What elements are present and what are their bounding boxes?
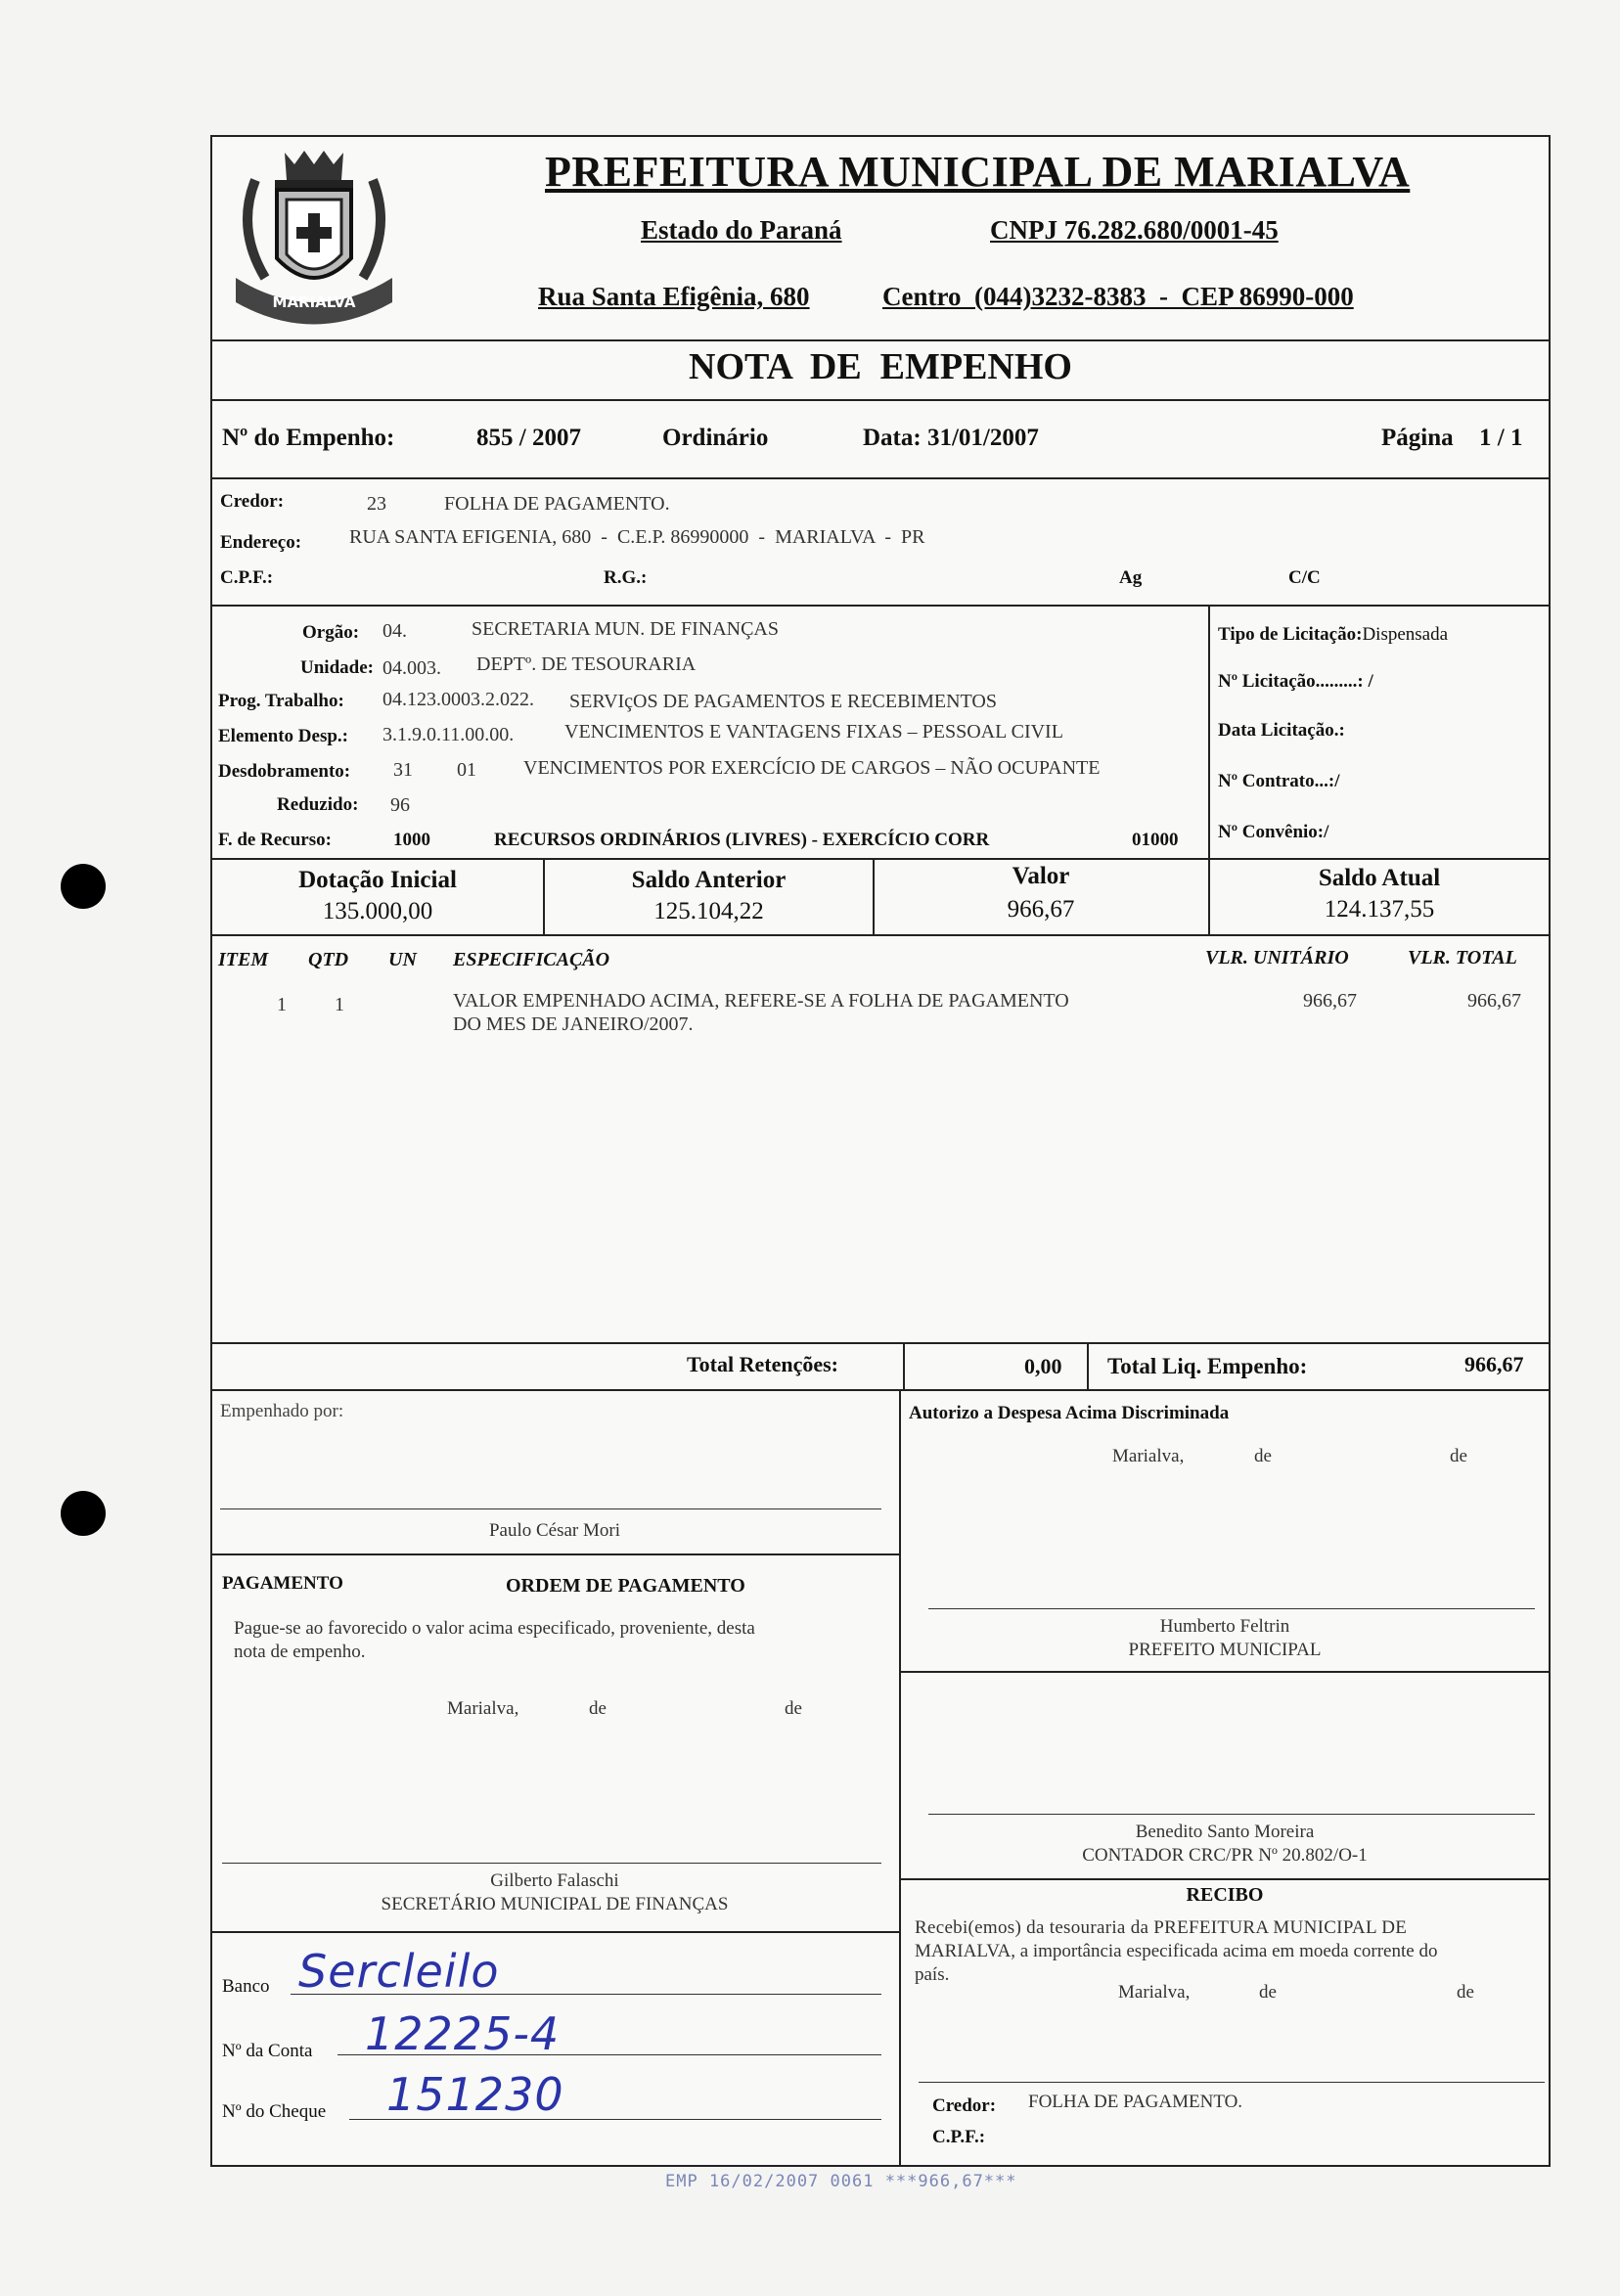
desdobramento-label: Desdobramento: — [218, 761, 351, 782]
municipal-seal-icon — [216, 141, 412, 337]
credor-label: Credor: — [220, 491, 285, 512]
col-especificacao-header: ESPECIFICAÇÃO — [453, 949, 610, 970]
punch-hole — [61, 1491, 106, 1536]
numero-contrato: Nº Contrato...:/ — [1218, 771, 1340, 791]
state-label: Estado do Paraná — [641, 215, 842, 245]
empenho-date: Data: 31/01/2007 — [863, 425, 1039, 451]
numero-conta-value: 12225-4 — [365, 2007, 561, 2060]
autorizo-de2: de — [1450, 1446, 1467, 1466]
total-liquido-label: Total Liq. Empenho: — [1107, 1354, 1308, 1378]
saldo-anterior-label: Saldo Anterior — [631, 867, 787, 893]
cnpj-label: CNPJ 76.282.680/0001-45 — [990, 215, 1279, 245]
col-item-header: ITEM — [218, 949, 269, 970]
prefeito-role: PREFEITO MUNICIPAL — [1128, 1640, 1322, 1660]
col-valor-total-header: VLR. TOTAL — [1408, 947, 1517, 968]
numero-cheque-value: 151230 — [386, 2068, 564, 2121]
banco-value: Sercleilo — [298, 1945, 500, 1998]
page-number-label: Página — [1381, 425, 1454, 451]
desdobramento-code2: 01 — [457, 759, 476, 781]
register-stamp: EMP 16/02/2007 0061 ***966,67*** — [665, 2172, 1017, 2191]
desdobramento-code1: 31 — [393, 759, 413, 781]
prog-trabalho-code: 04.123.0003.2.022. — [382, 689, 534, 710]
banco-label: Banco — [222, 1976, 270, 1997]
pagamento-label: PAGAMENTO — [222, 1573, 343, 1594]
col-qtd-header: QTD — [308, 949, 349, 970]
row-item: 1 — [277, 994, 287, 1015]
empenho-number-label: Nº do Empenho: — [222, 425, 395, 451]
seal-label: MARIALVA — [272, 293, 356, 311]
recibo-de2: de — [1457, 1982, 1474, 2003]
pagamento-place: Marialva, — [447, 1698, 519, 1719]
cpf-label: C.P.F.: — [220, 567, 274, 588]
credor-code: 23 — [367, 493, 386, 515]
prefeito-name: Humberto Feltrin — [1159, 1616, 1290, 1637]
secretario-role: SECRETÁRIO MUNICIPAL DE FINANÇAS — [381, 1894, 729, 1914]
doc-title: NOTA DE EMPENHO — [689, 346, 1072, 387]
autorizo-de1: de — [1254, 1446, 1272, 1466]
unidade-name: DEPTº. DE TESOURARIA — [476, 653, 697, 675]
pagamento-de1: de — [589, 1698, 607, 1719]
desdobramento-name: VENCIMENTOS POR EXERCÍCIO DE CARGOS – NÃO OCUPANTE — [523, 757, 1101, 779]
recibo-text-line3: país. — [915, 1964, 950, 1985]
tipo-licitacao: Tipo de Licitação:Dispensada — [1218, 624, 1449, 645]
recibo-credor-label: Credor: — [932, 2095, 997, 2116]
empenho-number-value: 855 / 2007 — [476, 425, 581, 451]
endereco-label: Endereço: — [220, 532, 302, 553]
row-especificacao-line1: VALOR EMPENHADO ACIMA, REFERE-SE A FOLHA DE PAGAMENTO — [453, 990, 1069, 1012]
row-especificacao-line2: DO MES DE JANEIRO/2007. — [453, 1013, 694, 1035]
numero-licitacao: Nº Licitação.........: / — [1218, 671, 1373, 692]
recibo-title: RECIBO — [1186, 1884, 1264, 1906]
elemento-despesa-label: Elemento Desp.: — [218, 726, 348, 746]
total-liquido-value: 966,67 — [1464, 1352, 1524, 1376]
saldo-atual-label: Saldo Atual — [1318, 865, 1441, 891]
empenho-type: Ordinário — [662, 425, 769, 451]
numero-convenio: Nº Convênio:/ — [1218, 822, 1329, 842]
recibo-credor-value: FOLHA DE PAGAMENTO. — [1028, 2092, 1243, 2112]
row-valor-total: 966,67 — [1467, 990, 1521, 1012]
fonte-recurso-code: 1000 — [393, 830, 430, 850]
empenhado-por-name: Paulo César Mori — [488, 1520, 621, 1541]
row-qtd: 1 — [335, 994, 344, 1015]
autorizo-title: Autorizo a Despesa Acima Discriminada — [909, 1403, 1230, 1423]
page-number-value: 1 / 1 — [1479, 425, 1523, 451]
rg-label: R.G.: — [604, 567, 648, 588]
orgao-code: 04. — [382, 620, 407, 642]
reduzido-label: Reduzido: — [277, 794, 359, 815]
contador-role: CONTADOR CRC/PR Nº 20.802/O-1 — [1082, 1845, 1368, 1866]
elemento-despesa-code: 3.1.9.0.11.00.00. — [382, 724, 515, 745]
endereco-value: RUA SANTA EFIGENIA, 680 - C.E.P. 86990000 - MARIALVA - PR — [349, 526, 925, 548]
valor-value: 966,67 — [1007, 896, 1075, 923]
col-valor-unitario-header: VLR. UNITÁRIO — [1205, 947, 1349, 968]
total-retencoes-label: Total Retenções: — [687, 1352, 838, 1376]
numero-conta-label: Nº da Conta — [222, 2041, 313, 2061]
secretario-name: Gilberto Falaschi — [490, 1870, 619, 1891]
unidade-label: Unidade: — [300, 657, 374, 678]
total-retencoes-value: 0,00 — [1024, 1354, 1062, 1378]
recibo-de1: de — [1259, 1982, 1277, 2003]
prog-trabalho-label: Prog. Trabalho: — [218, 691, 344, 711]
ordem-pagamento-title: ORDEM DE PAGAMENTO — [506, 1575, 745, 1597]
pagamento-text-line1: Pague-se ao favorecido o valor acima especificado, proveniente, desta — [234, 1618, 755, 1639]
valor-label: Valor — [1012, 863, 1070, 889]
conta-corrente-label: C/C — [1288, 567, 1321, 588]
dotacao-inicial-value: 135.000,00 — [322, 898, 433, 924]
fonte-recurso-label: F. de Recurso: — [218, 830, 332, 850]
reduzido-value: 96 — [390, 794, 410, 816]
address-label: Rua Santa Efigênia, 680 — [538, 282, 810, 311]
row-valor-unitario: 966,67 — [1303, 990, 1357, 1012]
data-licitacao: Data Licitação.: — [1218, 720, 1345, 741]
recibo-text-line1: Recebi(emos) da tesouraria da PREFEITURA MUNICIPAL DE — [915, 1917, 1408, 1938]
elemento-despesa-name: VENCIMENTOS E VANTAGENS FIXAS – PESSOAL CIVIL — [564, 721, 1063, 743]
agencia-label: Ag — [1119, 567, 1143, 588]
pagamento-de2: de — [785, 1698, 802, 1719]
punch-hole — [61, 864, 106, 909]
saldo-atual-value: 124.137,55 — [1324, 896, 1435, 923]
saldo-anterior-value: 125.104,22 — [653, 898, 764, 924]
contact-label: Centro (044)3232-8383 - CEP 86990-000 — [882, 282, 1354, 311]
recibo-cpf-label: C.P.F.: — [932, 2127, 986, 2147]
orgao-label: Orgão: — [302, 622, 360, 643]
recibo-text-line2: MARIALVA, a importância especificada acima em moeda corrente do — [915, 1941, 1438, 1961]
numero-cheque-label: Nº do Cheque — [222, 2101, 327, 2122]
credor-name: FOLHA DE PAGAMENTO. — [444, 493, 670, 515]
nota-de-empenho-form — [210, 135, 1551, 2167]
col-un-header: UN — [388, 949, 417, 970]
empenhado-por-label: Empenhado por: — [220, 1401, 344, 1421]
fonte-recurso-name: RECURSOS ORDINÁRIOS (LIVRES) - EXERCÍCIO CORR — [494, 830, 990, 850]
orgao-name: SECRETARIA MUN. DE FINANÇAS — [472, 618, 779, 640]
recibo-place: Marialva, — [1118, 1982, 1191, 2003]
prog-trabalho-name: SERVIçOS DE PAGAMENTOS E RECEBIMENTOS — [569, 691, 997, 712]
fonte-recurso-code2: 01000 — [1132, 830, 1179, 850]
unidade-code: 04.003. — [382, 657, 441, 679]
pagamento-text-line2: nota de empenho. — [234, 1642, 366, 1662]
contador-name: Benedito Santo Moreira — [1135, 1822, 1315, 1842]
dotacao-inicial-label: Dotação Inicial — [298, 867, 457, 893]
autorizo-place: Marialva, — [1112, 1446, 1185, 1466]
page-title: PREFEITURA MUNICIPAL DE MARIALVA — [545, 148, 1411, 196]
